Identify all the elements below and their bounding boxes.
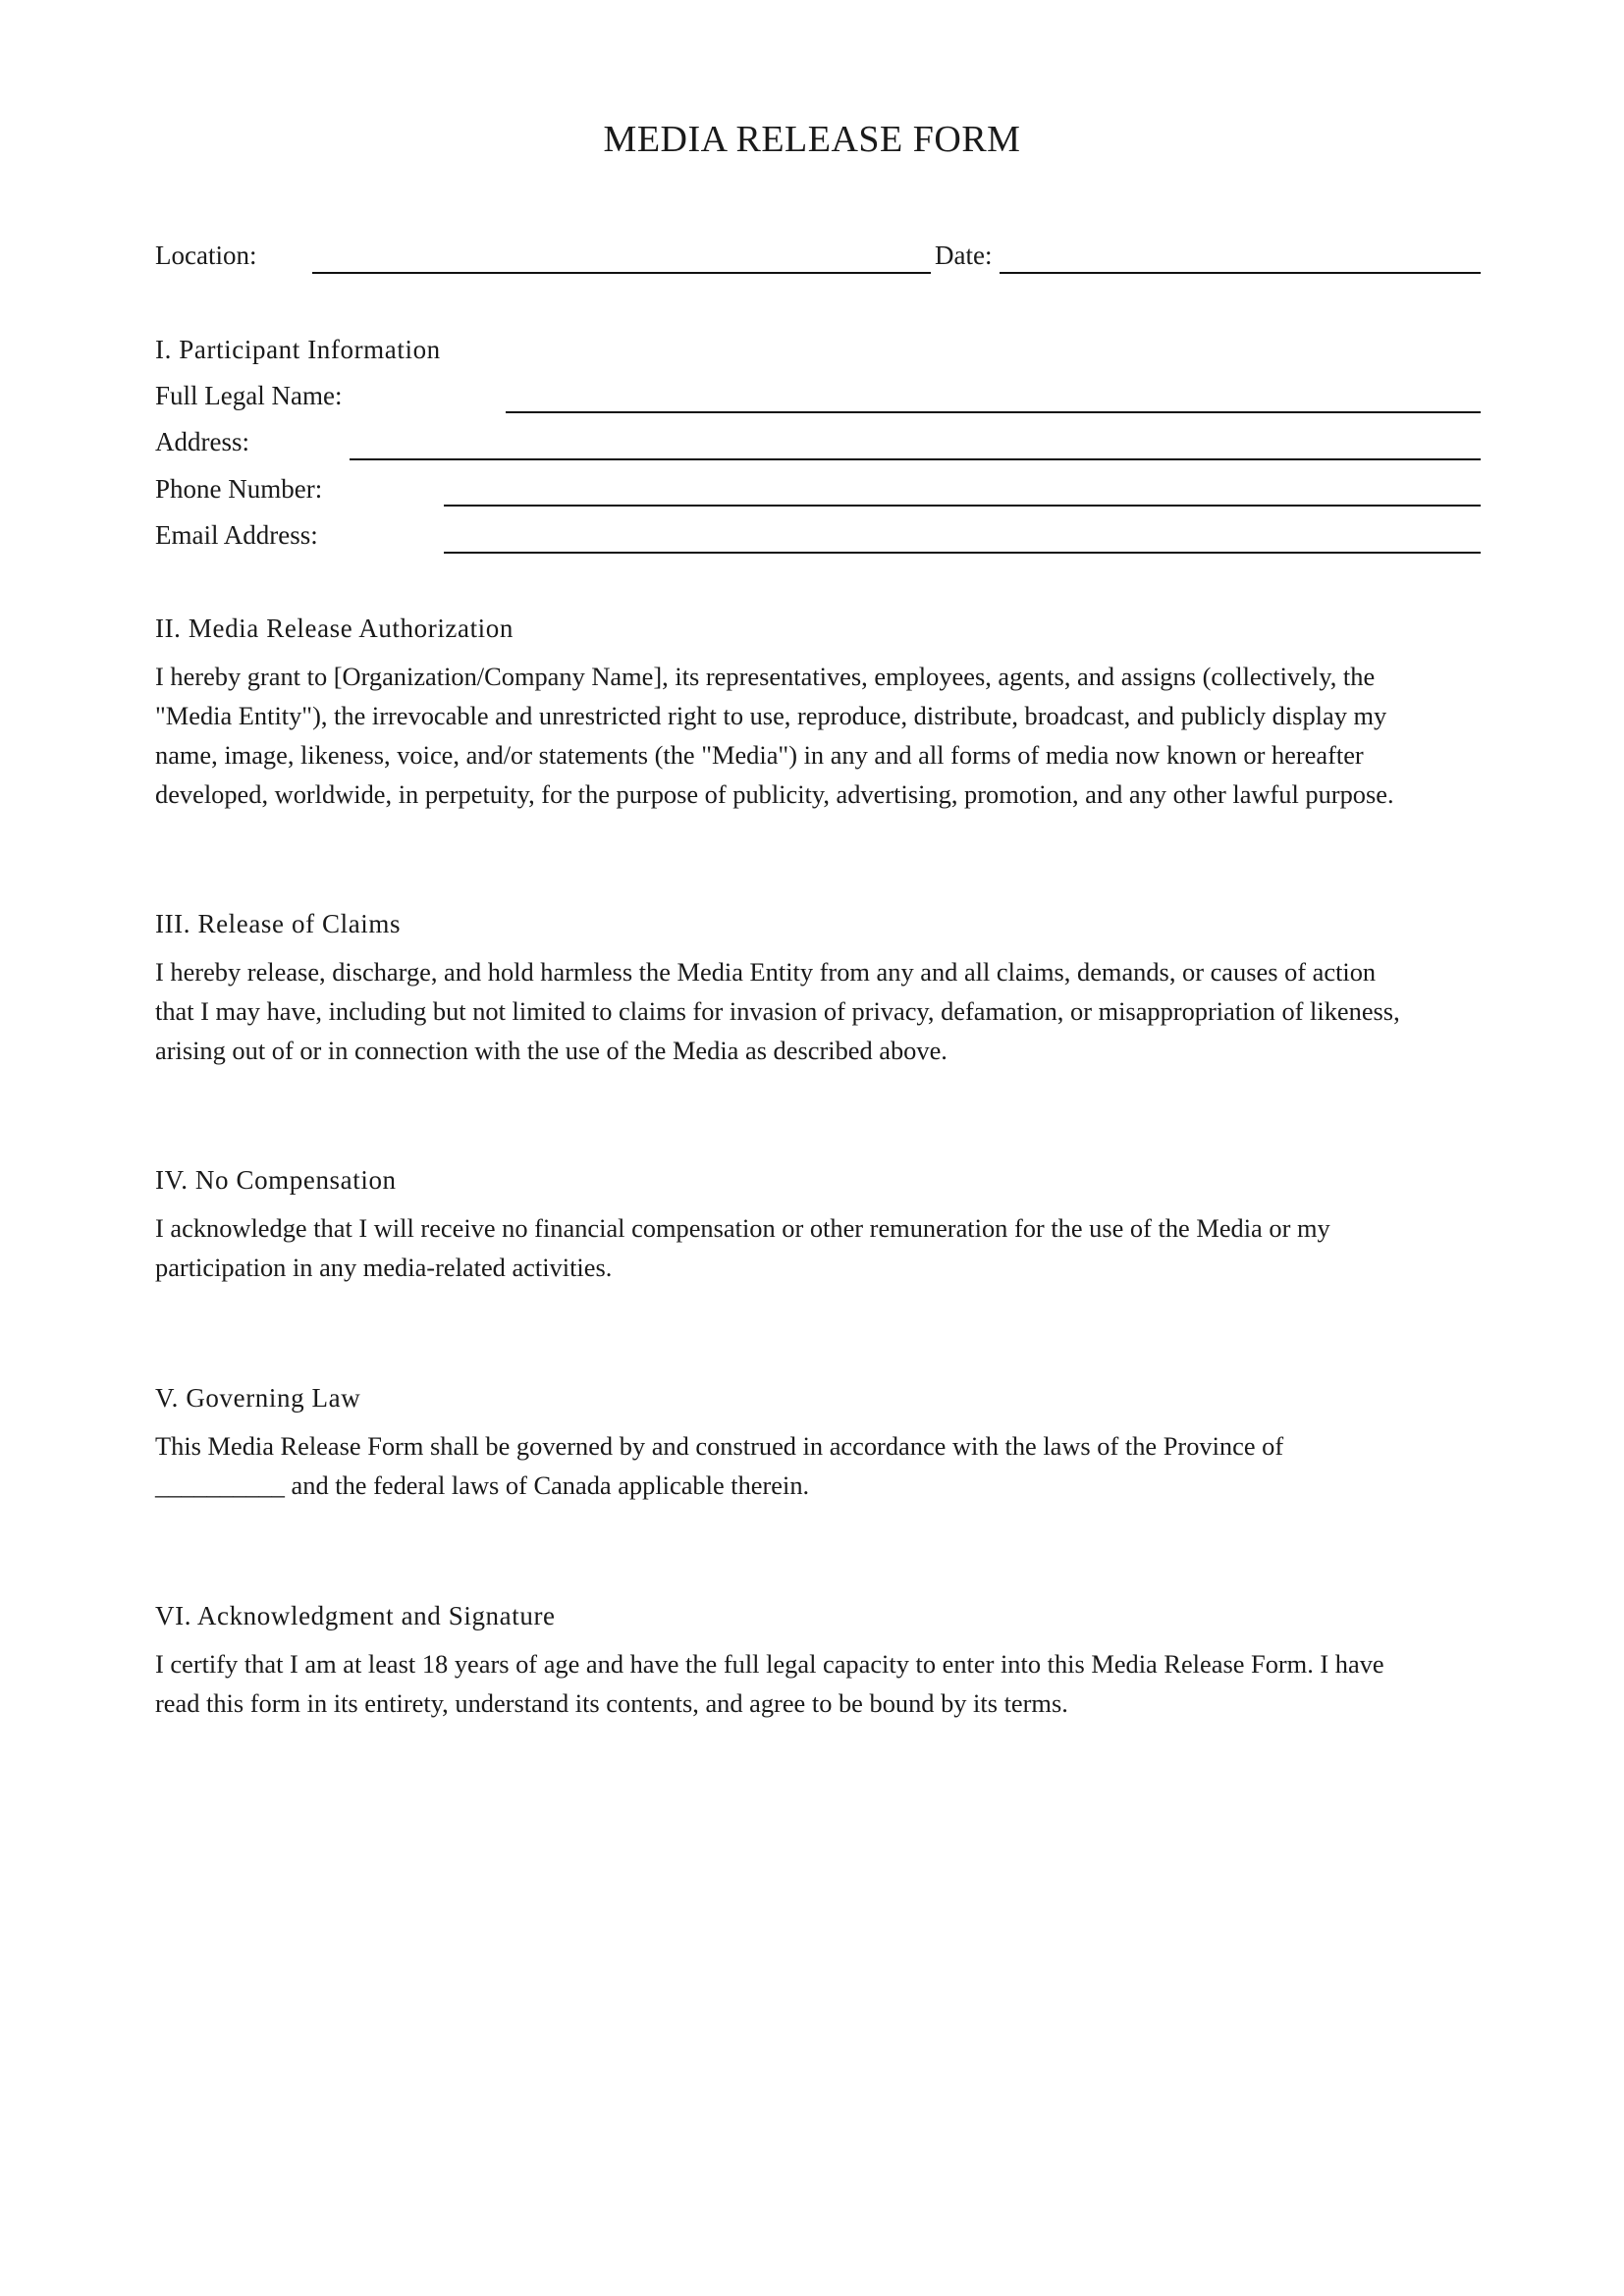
participant-info-heading: I. Participant Information — [155, 335, 441, 364]
no-compensation-text: I acknowledge that I will receive no financial compensation or other remuneration for the use of the Media or my participation in any media-related activities. — [155, 1213, 1330, 1282]
governing-law-text: This Media Release Form shall be governed by and construed in accordance with the laws of the Province of __________ and the federal laws of Canada applicable therein. — [155, 1431, 1284, 1500]
governing-law-heading: V. Governing Law — [155, 1383, 361, 1413]
page-title: MEDIA RELEASE FORM — [603, 119, 1021, 160]
release-of-claims-text: I hereby release, discharge, and hold harmless the Media Entity from any and all claims, demands, or causes of action that I may have, including but not limited to claims for invasion of privacy, defamation, or misappropriation of likeness, arising out of or in connection with the use of the Media as described above. — [155, 957, 1400, 1065]
acknowledgment-signature-heading: VI. Acknowledgment and Signature — [155, 1601, 556, 1630]
release-of-claims-heading: III. Release of Claims — [155, 909, 402, 938]
date-field-line[interactable] — [1000, 272, 1481, 274]
location-field-line[interactable] — [312, 272, 931, 274]
phone-label: Phone Number: — [155, 474, 323, 504]
media-release-authorization-heading: II. Media Release Authorization — [155, 614, 514, 643]
location-label: Location: — [155, 240, 257, 270]
email-field-line[interactable] — [444, 552, 1481, 554]
media-release-authorization-text: I hereby grant to [Organization/Company Name], its representatives, employees, agents, and assigns (collectively, the "Media Entity"), the irrevocable and unrestricted right to use, reproduce, distribute, broadcast, and publicly display my name, image, likeness, voice, and/or statements (the "Media") in any and all forms of media now known or hereafter developed, worldwide, in perpetuity, for the purpose of publicity, advertising, promotion, and any other lawful purpose. — [155, 662, 1394, 809]
no-compensation-heading: IV. No Compensation — [155, 1165, 397, 1195]
date-label: Date: — [935, 240, 993, 270]
full-name-label: Full Legal Name: — [155, 381, 343, 410]
acknowledgment-signature-text: I certify that I am at least 18 years of age and have the full legal capacity to enter into this Media Release Form. I have read this form in its entirety, understand its contents, and agree to be bound by its terms. — [155, 1649, 1384, 1718]
phone-field-line[interactable] — [444, 505, 1481, 507]
address-field-line[interactable] — [350, 458, 1481, 460]
email-label: Email Address: — [155, 520, 318, 550]
full-name-field-line[interactable] — [506, 411, 1481, 413]
address-label: Address: — [155, 427, 249, 456]
